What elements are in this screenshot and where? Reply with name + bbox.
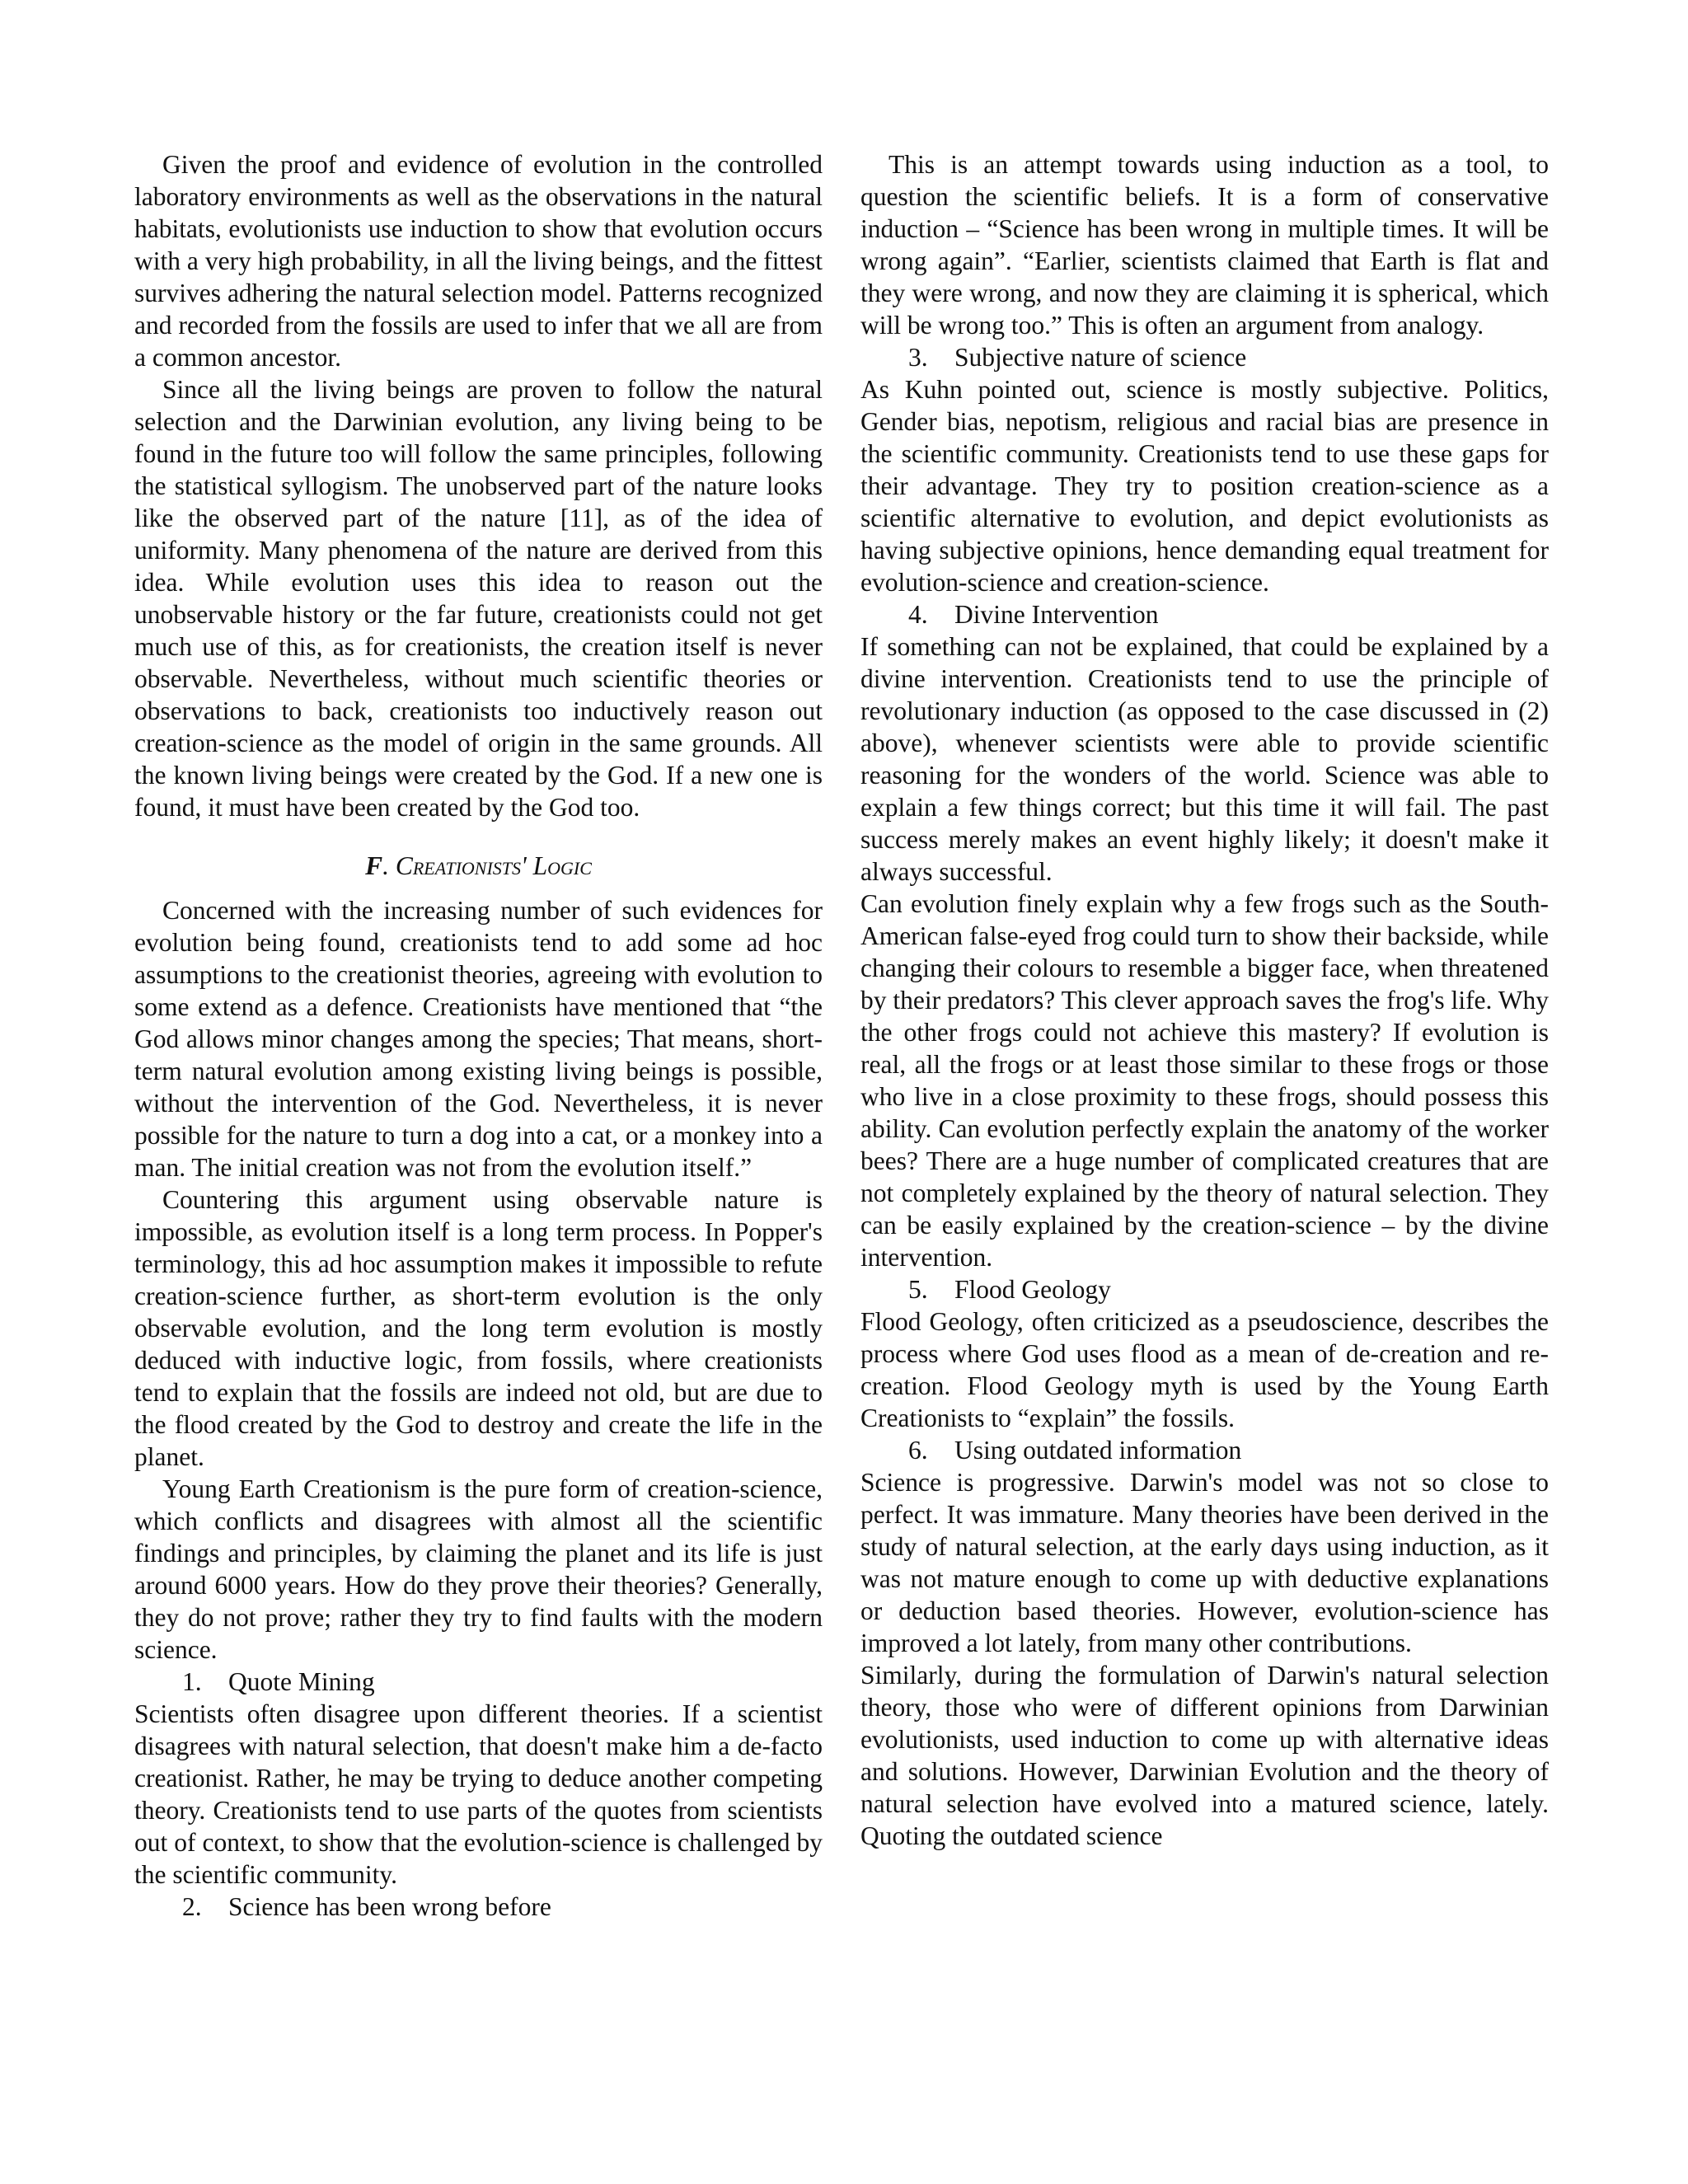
list-item-heading [860,341,1549,373]
paragraph: As Kuhn pointed out, science is mostly subjective. Politics, Gender bias, nepotism, religious and racial bias are presence in the scientific community. Creationists tend to use these gaps for their advantage. They try to position creation-science as a scientific alternative to evolution, and depict evolutionists as having subjective opinions, hence demanding equal treatment for evolution-science and creation-science. [860,375,1549,597]
list-item-heading [134,1666,823,1698]
paragraph: Similarly, during the formulation of Darwin's natural selection theory, those who were of different opinions from Darwinian evolutionists, used induction to come up with alternative ideas and solutions. However, Darwinian Evolution and the theory of natural selection have evolved into a matured science, lately. Quoting the outdated science [860,1661,1549,1850]
list-item-label: Flood Geology [954,1275,1111,1304]
list-item-number: 6. [908,1436,928,1465]
list-item-number: 4. [908,600,928,629]
list-item-label: Quote Mining [228,1667,375,1696]
section-title: Creationists' Logic [395,851,592,880]
list-item-number: 5. [908,1275,928,1304]
list-item-number: 3. [908,343,928,372]
section-number: F [365,851,383,880]
paragraph: If something can not be explained, that could be explained by a divine intervention. Creationists tend to use the principle of revolutionary induction (as opposed to the case discussed in (2) above), whenever scientists were able to provide scientific reasoning for the wonders of the world. Science was able to explain a few things correct; but this time it will fail. The past success merely makes an event highly likely; it doesn't make it always successful. [860,632,1549,886]
list-item-label: Using outdated information [954,1436,1242,1465]
list-item-number: 1. [182,1667,202,1696]
left-column [134,148,823,1923]
section-heading: F. Creationists' Logic [365,851,592,880]
right-column [860,148,1549,1852]
paragraph: Since all the living beings are proven to follow the natural selection and the Darwinian evolution, any living being to be found in the future too will follow the same principles, following the statistical syllogism. The unobserved part of the nature looks like the observed part of the nature [11], as of the idea of uniformity. Many phenomena of the nature are derived from this idea. While evolution uses this idea to reason out the unobservable history or the far future, creationists could not get much use of this, as for creationists, the creation itself is never observable. Nevertheless, without much scientific theories or observations to back, creationists too inductively reason out creation-science as the model of origin in the same grounds. All the known living beings were created by the God. If a new one is found, it must have been created by the God too. [134,375,823,822]
paragraph: Young Earth Creationism is the pure form of creation-science, which conflicts and disagrees with almost all the scientific findings and principles, by claiming the planet and its life is just around 6000 years. How do they prove their theories? Generally, they do not prove; rather they try to find faults with the modern science. [134,1474,823,1664]
list-item-number: 2. [182,1892,202,1921]
paragraph: Scientists often disagree upon different theories. If a scientist disagrees with natural selection, that doesn't make him a de-facto creationist. Rather, he may be trying to deduce another competing theory. Creationists tend to use parts of the quotes from scientists out of context, to show that the evolution-science is challenged by the scientific community. [134,1699,823,1889]
list-item-label: Subjective nature of science [954,343,1247,372]
paragraph: Countering this argument using observable nature is impossible, as evolution itself is a long term process. In Popper's terminology, this ad hoc assumption makes it impossible to refute creation-science further, as short-term evolution is the only observable evolution, and the long term evolution is mostly deduced with inductive logic, from fossils, where creationists tend to explain that the fossils are indeed not old, but are due to the flood created by the God to destroy and create the life in the planet. [134,1185,823,1471]
list-item-heading [860,1273,1549,1305]
list-item-label: Divine Intervention [954,600,1159,629]
paragraph: Given the proof and evidence of evolution in the controlled laboratory environments as well as the observations in the natural habitats, evolutionists use induction to show that evolution occurs with a very high probability, in all the living beings, and the fittest survives adhering the natural selection model. Patterns recognized and recorded from the fossils are used to infer that we all are from a common ancestor. [134,150,823,372]
paragraph: Can evolution finely explain why a few frogs such as the South-American false-eyed frog could turn to show their backside, while changing their colours to resemble a bigger face, when threatened by their predators? This clever approach saves the frog's life. Why the other frogs could not achieve this mastery? If evolution is real, all the frogs or at least those similar to these frogs or those who live in a close proximity to these frogs, should possess this ability. Can evolution perfectly explain the anatomy of the worker bees? There are a huge number of complicated creatures that are not completely explained by the theory of natural selection. They can be easily explained by the creation-science – by the divine intervention. [860,889,1549,1272]
paragraph: Flood Geology, often criticized as a pseudoscience, describes the process where God uses flood as a mean of de-creation and re-creation. Flood Geology myth is used by the Young Earth Creationists to “explain” the fossils. [860,1307,1549,1432]
paragraph: This is an attempt towards using induction as a tool, to question the scientific beliefs. It is a form of conservative induction – “Science has been wrong in multiple times. It will be wrong again”. “Earlier, scientists claimed that Earth is flat and they were wrong, and now they are claiming it is spherical, which will be wrong too.” This is often an argument from analogy. [860,150,1549,340]
list-item-heading [134,1891,823,1923]
paragraph: Science is progressive. Darwin's model was not so close to perfect. It was immature. Many theories have been derived in the study of natural selection, at the early days using induction, as it was not mature enough to come up with deductive explanations or deduction based theories. However, evolution-science has improved a lot lately, from many other contributions. [860,1468,1549,1657]
list-item-heading [860,1434,1549,1466]
list-item-label: Science has been wrong before [228,1892,551,1921]
list-item-heading [860,598,1549,630]
paragraph: Concerned with the increasing number of such evidences for evolution being found, creationists tend to add some ad hoc assumptions to the creationist theories, agreeing with evolution to some extend as a defence. Creationists have mentioned that “the God allows minor changes among the species; That means, short-term natural evolution among existing living beings is possible, without the intervention of the God. Nevertheless, it is never possible for the nature to turn a dog into a cat, or a monkey into a man. The initial creation was not from the evolution itself.” [134,896,823,1182]
